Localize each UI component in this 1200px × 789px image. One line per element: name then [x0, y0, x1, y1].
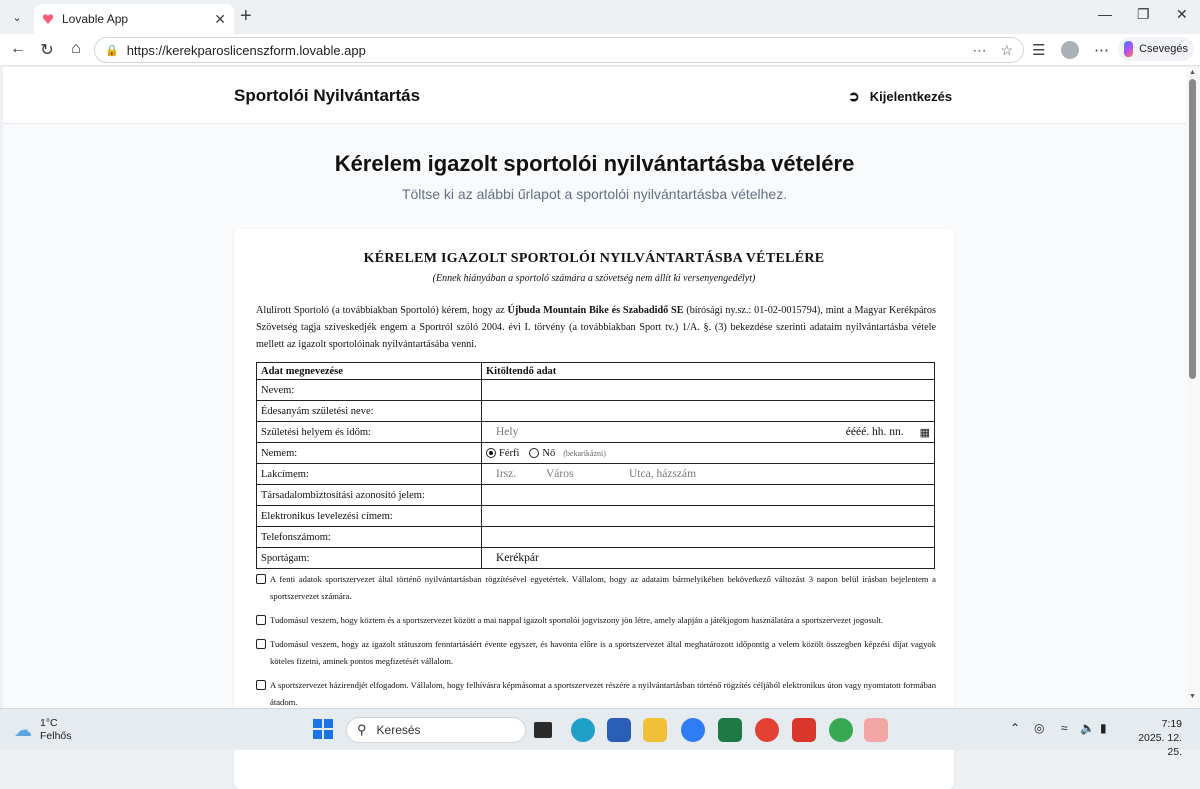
scroll-down-icon[interactable]: ▼	[1189, 693, 1196, 700]
wifi-icon[interactable]: ≈	[1061, 721, 1068, 735]
table-row	[257, 422, 935, 443]
logout-button[interactable]	[848, 88, 952, 105]
chrome-profile-icon[interactable]	[829, 718, 853, 742]
consent-text-4: A sportszervezet házirendjét elfogadom. Vállalom, hogy felhívásra képmásomat a sportszervezet részére a nyilvántartásban történő rögzítés céljából elektronikus úton vagy nyomtatott formában átadom.	[270, 680, 936, 707]
consent-checkbox-1[interactable]	[256, 574, 266, 584]
birth-place-input[interactable]: Hely	[496, 426, 519, 438]
cloud-icon: ☁	[14, 719, 32, 740]
sex-cell	[482, 443, 935, 464]
mother-name-input[interactable]	[482, 401, 935, 422]
table-header-row	[257, 363, 935, 380]
temperature: 1°C	[40, 717, 58, 729]
taskbar-clock[interactable]	[1124, 717, 1182, 759]
consent-item	[256, 571, 936, 605]
tab-list-chevron-icon[interactable]: ⌄	[12, 11, 22, 24]
form-card	[234, 229, 954, 789]
url-text[interactable]: https://kerekparoslicenszform.lovable.app	[126, 42, 366, 58]
sport-cell	[482, 548, 935, 569]
address-cell	[482, 464, 935, 485]
file-explorer-icon[interactable]	[643, 718, 667, 742]
table-row	[257, 443, 935, 464]
sport-value: Kerékpár	[496, 552, 539, 564]
table-row	[257, 548, 935, 569]
column-header-field: Adat megnevezése	[257, 363, 482, 380]
consent-checkbox-2[interactable]	[256, 615, 266, 625]
table-row	[257, 485, 935, 506]
consent-item	[256, 677, 936, 711]
page-viewport	[3, 67, 1186, 708]
browser-toolbar	[0, 34, 1200, 66]
word-icon[interactable]	[607, 718, 631, 742]
intro-text-end: (bírósági ny.sz.: 01-02-0015794), mint a Magyar Kerékpáros Szövetség tagja szíveskedjék engem a Sportról szóló 2004. évi I. törvény (a továbbiakban Sport tv.) 1/A. §. (3) bekezdése szerinti adataim nyilvántartásba vétele mellett az igazolt sportolóinak nyilvántartásába venni.	[256, 305, 936, 350]
consent-checkbox-3[interactable]	[256, 639, 266, 649]
copilot-icon	[1124, 41, 1133, 57]
back-icon[interactable]: ←	[10, 40, 26, 57]
city-input[interactable]: Város	[546, 468, 574, 480]
birth-cell	[482, 422, 935, 443]
favorite-star-icon[interactable]: ☆	[1000, 41, 1013, 58]
logout-label: Kijelentkezés	[869, 89, 953, 104]
minimize-icon[interactable]: —	[1098, 6, 1112, 22]
chrome-icon[interactable]	[755, 718, 779, 742]
edge-icon[interactable]	[571, 718, 595, 742]
pdf-icon[interactable]	[792, 718, 816, 742]
calculator-icon[interactable]	[864, 718, 888, 742]
messenger-icon[interactable]	[681, 718, 705, 742]
label-birth: Születési helyem és időm:	[257, 422, 482, 443]
favorites-icon[interactable]: ☰	[1032, 42, 1046, 59]
windows-start-icon[interactable]	[313, 719, 333, 739]
sex-female-label: Nő	[542, 447, 556, 459]
table-row	[257, 401, 935, 422]
close-tab-icon[interactable]: ✕	[214, 10, 226, 27]
scrollbar-thumb[interactable]	[1189, 79, 1196, 379]
consent-text-3: Tudomásul veszem, hogy az igazolt státuszom fenntartásáért évente egyszer, és havonta előre is a sportszervezet által meghatározott időpontig a velem közölt összegben képzési díjat vagyok köteles fizetni, aminek pontos megfizetését vállalom.	[270, 639, 936, 666]
tab-title: Lovable App	[62, 12, 129, 26]
intro-paragraph	[256, 302, 936, 353]
label-sport: Sportágam:	[257, 548, 482, 569]
label-name: Nevem:	[257, 380, 482, 401]
sex-note: (bekarikázni)	[563, 448, 606, 458]
window-close-icon[interactable]: ✕	[1176, 6, 1188, 22]
lovable-favicon-icon	[42, 13, 54, 25]
taskbar-search[interactable]	[346, 717, 526, 743]
column-header-value: Kitöltendő adat	[482, 363, 935, 380]
tray-app-icon[interactable]: ◎	[1034, 721, 1045, 735]
task-view-icon[interactable]	[534, 722, 552, 738]
weather-status: Felhős	[40, 730, 72, 742]
calendar-icon[interactable]: ▦	[919, 426, 930, 439]
sex-male-radio[interactable]	[486, 448, 496, 458]
more-menu-icon[interactable]: ⋯	[1094, 42, 1109, 59]
clock-date: 2025. 12. 25.	[1138, 732, 1182, 758]
sex-male-label: Férfi	[499, 447, 520, 459]
consent-checkbox-4[interactable]	[256, 680, 266, 690]
table-row	[257, 464, 935, 485]
table-row	[257, 527, 935, 548]
consent-list	[256, 571, 936, 718]
name-input[interactable]	[482, 380, 935, 401]
reader-icon[interactable]: ⋯	[972, 41, 987, 58]
page-scrollbar[interactable]	[1186, 67, 1200, 708]
excel-icon[interactable]	[718, 718, 742, 742]
document-subtitle: (Ennek hiányában a sportoló számára a szövetség nem állít ki versenyengedélyt)	[432, 273, 756, 284]
search-label: Keresés	[376, 723, 421, 737]
app-brand: Sportolói Nyilvántartás	[234, 86, 421, 105]
logout-icon: ➲	[848, 88, 860, 104]
home-icon[interactable]: ⌂	[71, 40, 81, 57]
browser-tab[interactable]	[34, 4, 234, 34]
address-bar[interactable]	[94, 37, 1024, 63]
page-title: Kérelem igazolt sportolói nyilvántartásba vételére	[334, 151, 855, 176]
consent-text-1: A fenti adatok sportszervezet által történő nyilvántartásban rögzítésével egyetértek. Vállalom, hogy az adataim bármelyikében bekövetkező változást 3 napon belül írásban bejelentem a sportszervezet számára.	[270, 574, 936, 601]
profile-avatar[interactable]	[1061, 41, 1079, 59]
search-icon: ⚲	[357, 722, 367, 737]
table-row	[257, 506, 935, 527]
birth-date-input[interactable]: éééé. hh. nn.	[845, 426, 904, 438]
document-title: KÉRELEM IGAZOLT SPORTOLÓI NYILVÁNTARTÁSBA VÉTELÉRE	[363, 251, 825, 266]
label-mother: Édesanyám születési neve:	[257, 401, 482, 422]
app-header	[3, 67, 1186, 124]
data-table	[256, 362, 935, 569]
restore-icon[interactable]: ❐	[1137, 6, 1150, 22]
ssn-input[interactable]	[482, 485, 935, 506]
weather-widget[interactable]	[14, 717, 72, 743]
consent-item	[256, 636, 936, 670]
volume-icon[interactable]: 🔈	[1080, 721, 1095, 735]
table-row	[257, 380, 935, 401]
page-subtitle: Töltse ki az alábbi űrlapot a sportolói nyilvántartásba vételhez.	[401, 186, 788, 202]
reload-icon[interactable]: ↻	[40, 42, 54, 59]
email-input[interactable]	[482, 506, 935, 527]
phone-input[interactable]	[482, 527, 935, 548]
consent-item	[256, 612, 936, 629]
street-input[interactable]: Utca, házszám	[629, 468, 697, 480]
windows-taskbar	[0, 708, 1200, 758]
site-info-icon[interactable]: 🔒	[105, 44, 119, 57]
intro-text-start: Alulírott Sportoló (a továbbiakban Sportoló) kérem, hogy az	[256, 305, 508, 316]
copilot-button[interactable]	[1118, 37, 1194, 61]
label-sex: Nemem:	[257, 443, 482, 464]
copilot-label: Csevegés	[1139, 43, 1188, 55]
label-phone: Telefonszámom:	[257, 527, 482, 548]
club-name: Újbuda Mountain Bike és Szabadidő SE	[507, 305, 684, 316]
label-email: Elektronikus levelezési címem:	[257, 506, 482, 527]
clock-time: 7:19	[1161, 718, 1182, 730]
tray-chevron-icon[interactable]: ⌃	[1010, 721, 1021, 735]
new-tab-icon[interactable]: +	[240, 5, 252, 27]
sex-female-radio[interactable]	[529, 448, 539, 458]
consent-text-2: Tudomásul veszem, hogy köztem és a sportszervezet között a mai nappal igazolt sportolói jogviszony jön létre, amely alapján a játékjogom használatára a sportszervezet jogosult.	[270, 615, 883, 625]
browser-tab-bar	[0, 0, 1200, 34]
zip-input[interactable]: Irsz.	[496, 468, 517, 480]
label-ssn: Társadalombiztosítási azonosító jelem:	[257, 485, 482, 506]
battery-icon[interactable]: ▮	[1100, 721, 1107, 735]
scroll-up-icon[interactable]: ▲	[1189, 69, 1196, 76]
label-address: Lakcímem:	[257, 464, 482, 485]
